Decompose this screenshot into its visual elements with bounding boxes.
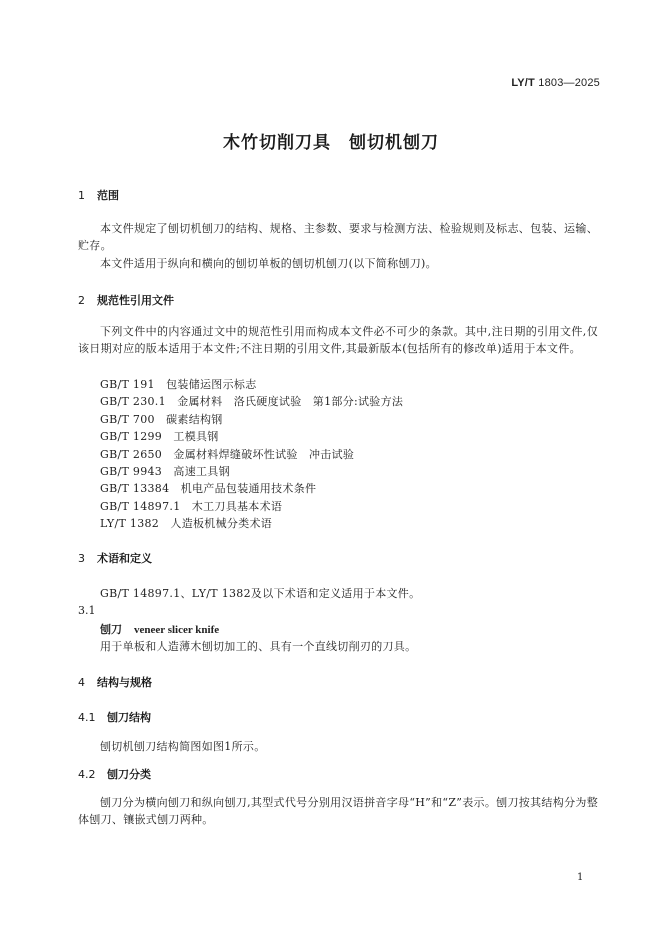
term-english: veneer slicer knife	[134, 624, 220, 636]
term-chinese: 刨刀	[100, 623, 122, 636]
section-title: 结构与规格	[97, 676, 152, 689]
term-number: 3.1	[78, 604, 96, 617]
section-1-paragraph-1: 本文件规定了刨切机刨刀的结构、规格、主参数、要求与检测方法、检验规则及标志、包装、运输、贮存。	[78, 222, 598, 252]
section-3-heading	[78, 550, 152, 566]
standard-number	[511, 77, 600, 89]
subsection-4-2-heading	[78, 766, 151, 782]
page-number: 1	[577, 872, 584, 883]
reference-item: GB/T 14897.1 木工刀具基本术语	[100, 499, 283, 513]
subsection-4-2-text: 刨刀分为横向刨刀和纵向刨刀,其型式代号分别用汉语拼音字母“H”和“Z”表示。刨刀按其结构分为整体刨刀、镶嵌式刨刀两种。	[78, 796, 598, 826]
reference-item: GB/T 1299 工模具钢	[100, 430, 219, 444]
document-title: 木竹切削刀具 刨切机刨刀	[223, 133, 439, 153]
section-title: 规范性引用文件	[97, 294, 174, 307]
reference-item: GB/T 191 包装储运图示标志	[100, 378, 257, 391]
section-number: 1	[78, 189, 85, 202]
section-number: 2	[78, 294, 85, 307]
section-1-paragraph-2: 本文件适用于纵向和横向的刨切单板的刨切机刨刀(以下简称刨刀)。	[100, 257, 437, 270]
section-2-intro: 下列文件中的内容通过文中的规范性引用而构成本文件必不可少的条款。其中,注日期的引用文件,仅该日期对应的版本适用于本文件;不注日期的引用文件,其最新版本(包括所有的修改单)适用于本文件。	[78, 325, 598, 355]
section-4-heading	[78, 674, 152, 690]
reference-item: GB/T 9943 高速工具钢	[100, 465, 230, 479]
section-number: 4	[78, 676, 85, 689]
reference-item: GB/T 13384 机电产品包装通用技术条件	[100, 482, 317, 496]
section-2-heading	[78, 292, 174, 308]
term-entry	[100, 621, 219, 637]
subsection-title: 刨刀结构	[107, 711, 151, 724]
normative-references-list	[100, 376, 403, 533]
reference-item: GB/T 230.1 金属材料 洛氏硬度试验 第1部分:试验方法	[100, 395, 404, 409]
reference-item: LY/T 1382 人造板机械分类术语	[100, 517, 273, 531]
section-title: 范围	[97, 189, 119, 202]
standard-code: 1803—2025	[538, 77, 600, 89]
subsection-number: 4.2	[78, 768, 96, 781]
reference-item: GB/T 700 碳素结构钢	[100, 412, 223, 426]
term-definition: 用于单板和人造薄木刨切加工的、具有一个直线切削刃的刀具。	[100, 640, 417, 653]
section-number: 3	[78, 552, 85, 565]
subsection-number: 4.1	[78, 711, 96, 724]
subsection-4-1-text: 刨切机刨刀结构简图如图1所示。	[100, 740, 266, 753]
standard-prefix: LY/T	[511, 77, 535, 89]
subsection-4-1-heading	[78, 709, 151, 725]
section-1-heading	[78, 187, 119, 203]
section-title: 术语和定义	[97, 552, 152, 565]
section-3-intro: GB/T 14897.1、LY/T 1382及以下术语和定义适用于本文件。	[100, 587, 421, 600]
subsection-title: 刨刀分类	[107, 768, 151, 781]
reference-item: GB/T 2650 金属材料焊缝破坏性试验 冲击试验	[100, 447, 355, 461]
